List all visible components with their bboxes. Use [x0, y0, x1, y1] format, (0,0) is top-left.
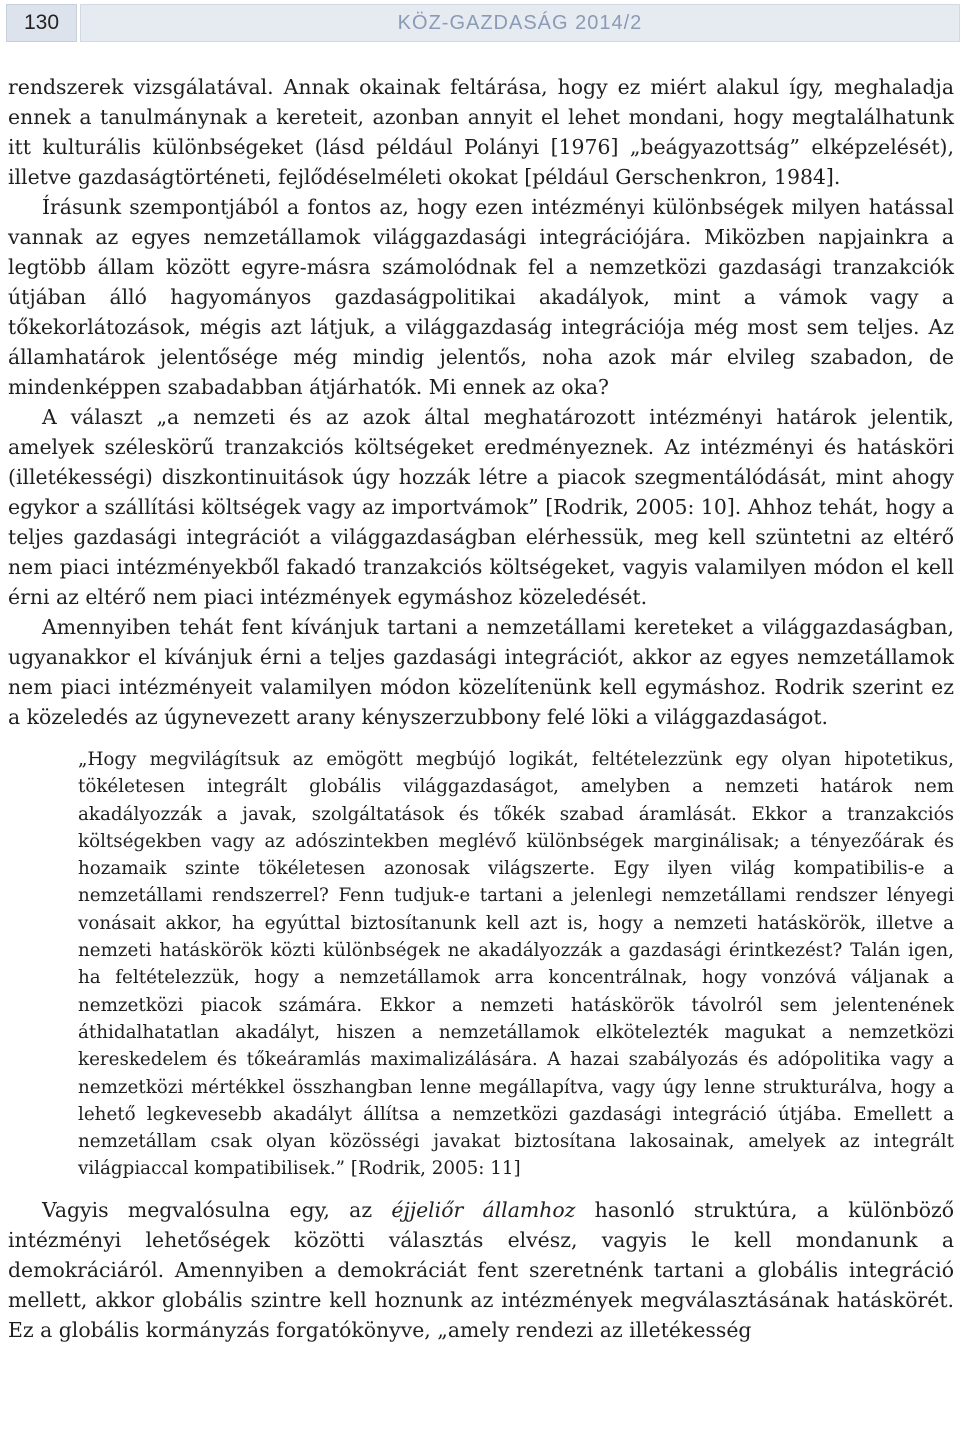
running-header — [0, 0, 960, 44]
article-body — [8, 72, 954, 1345]
journal-title: KÖZ-GAZDASÁG 2014/2 — [80, 4, 960, 42]
paragraph-2: Írásunk szempontjából a fontos az, hogy ezen intézményi különbségek milyen hatással vannak az egyes nemzetállamok világgazdasági integrációjára. Miközben napjainkra a legtöbb állam között egyre-másra számolódnak fel a nemzetközi gazdasági tranzakciók útjában álló hagyományos gazdaságpolitikai akadályok, mint a vámok vagy a tőkekorlátozások, mégis azt látjuk, a világgazdaság integrációja még most sem teljes. Az államhatárok jelentősége még mindig jelentős, noha azok már elvileg szabadon, de mindenképpen szabadabban átjárhatók. Mi ennek az oka? — [8, 195, 954, 399]
paragraph-5-start: Vagyis megvalósulna egy, az — [42, 1197, 392, 1222]
paragraph-5-rest: hasonló struktúra, a különböző intézményi lehetőségek közötti választás elvész, vagyis le kell mondanunk a demokráciáról. Amennyiben a demokráciát fent szeretnénk tartani a globális integráció mellett, akkor globális szintre kell hoznunk az intézmények megválasztásának hatáskörét. Ez a globális kormányzás forgatókönyve, „amely rendezi az illetékesség — [8, 1197, 954, 1342]
emphasis-night-watchman-state: éjjeliőr államhoz — [391, 1197, 576, 1222]
paragraph-3: A választ „a nemzeti és az azok által meghatározott intézményi határok jelentik, amelyek széleskörű tranzakciós költségeket eredményeznek. Az intézményi és hatásköri (illetékességi) diszkontinuitások úgy hozzák létre a piacok szegmentálódását, mint ahogy egykor a szállítási költségek vagy az importvámok” [Rodrik, 2005: 10]. Ahhoz tehát, hogy a teljes gazdasági integrációt a világgazdaságban elérhessük, meg kell szüntetni az eltérő nem piaci intézményekből fakadó tranzakciós költségeket, vagyis valamilyen módon el kell érni az eltérő nem piaci intézmények egymáshoz közeledését. — [8, 405, 954, 609]
paragraph-1: rendszerek vizsgálatával. Annak okainak feltárása, hogy ez miért alakul így, meghaladja ennek a tanulmánynak a kereteit, azonban annyit el lehet mondani, hogy megtalálhatunk itt kulturális különbségeket (lásd például Polányi [1976] „beágyazottság” elképzelését), illetve gazdaságtörténeti, fejlődéselméleti okokat [például Gerschenkron, 1984]. — [8, 75, 954, 189]
page-number: 130 — [6, 4, 77, 42]
paragraph-5 — [8, 1195, 954, 1345]
block-quote: „Hogy megvilágítsuk az emögött megbújó logikát, feltételezzünk egy olyan hipotetikus, tökéletesen integrált globális világgazdaságot, amelyben a nemzeti határok nem akadályozzák a javak, szolgáltatások és tőkék szabad áramlását. Ekkor a tranzakciós költségekben vagy az adószintekben meglévő különbségek marginálisak; a tényezőárak és hozamaik szinte tökéletesen azonosak világszerte. Egy ilyen világ kompatibilis-e a nemzetállami rendszerrel? Fenn tudjuk-e tartani a jelenlegi nemzetállami rendszer lényegi vonásait akkor, ha egyúttal biztosítanunk kell azt is, hogy a nemzeti hatáskörök, illetve a nemzeti hatáskörök közti különbségek ne akadályozzák a gazdasági érintkezést? Talán igen, ha feltételezzük, hogy a nemzetállamok arra koncentrálnak, hogy vonzóvá váljanak a nemzetközi piacok számára. Ekkor a nemzeti hatáskörök távolról sem jelentenének áthidalhatatlan akadályt, hiszen a nemzetállamok elkötelezték magukat a nemzetközi kereskedelem és tőkeáramlás maximalizálására. A hazai szabályozás és adópolitika vagy a nemzetközi mértékkel összhangban lenne megállapítva, vagy úgy lenne strukturálva, hogy a lehető legkevesebb akadályt állítsa a nemzetközi gazdasági integráció útjába. Emellett a nemzetállam csak olyan közösségi javakat biztosítana lakosainak, amelyek az integrált világpiaccal kompatibilisek.” [Rodrik, 2005: 11] — [78, 749, 954, 1180]
paragraph-4: Amennyiben tehát fent kívánjuk tartani a nemzetállami kereteket a világgazdaságban, ugyanakkor el kívánjuk érni a teljes gazdasági integrációt, akkor az egyes nemzetállamok nem piaci intézményeit valamilyen módon közelítenünk kell egymáshoz. Rodrik szerint ez a közeledés az úgynevezett arany kényszerzubbony felé löki a világgazdaságot. — [8, 615, 954, 729]
